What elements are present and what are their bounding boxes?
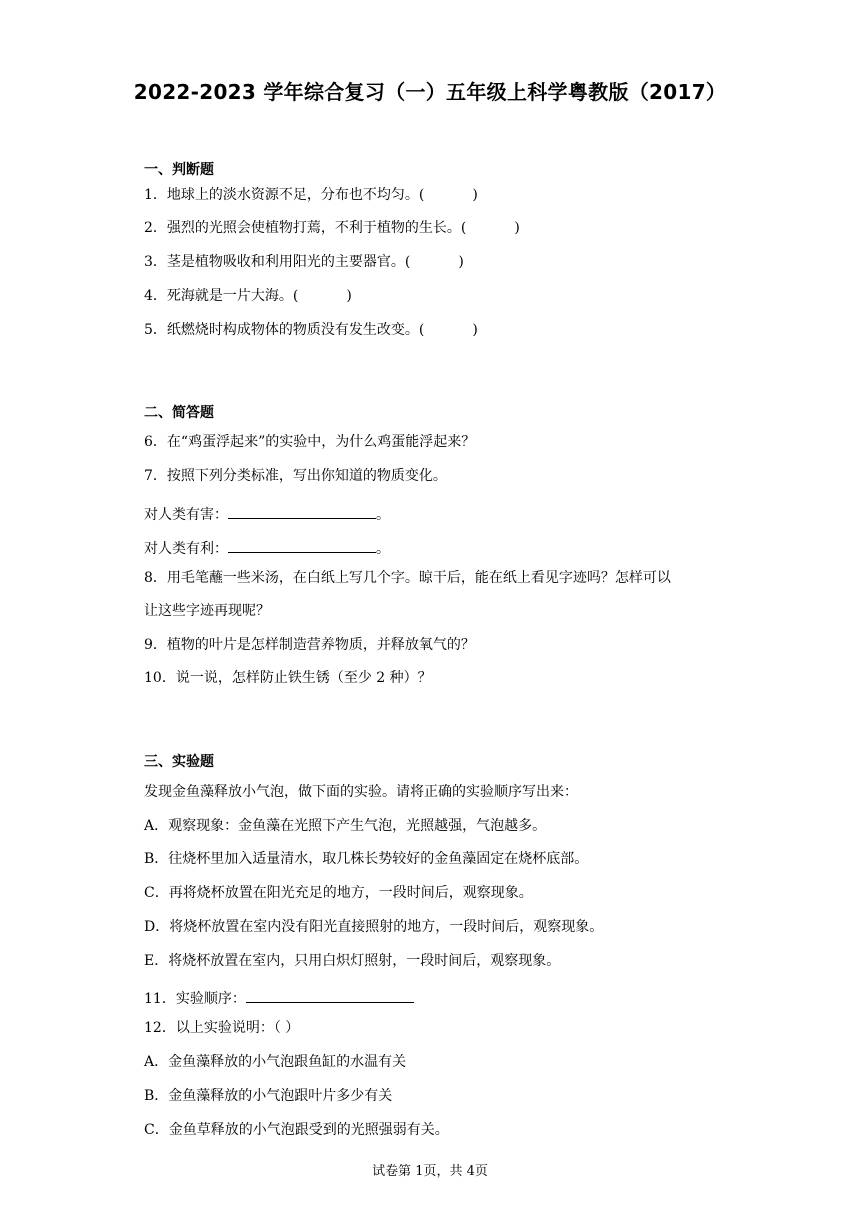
section-title-experiment: 三、实验题 bbox=[144, 754, 214, 770]
question-7-harmful-label: 对人类有害： bbox=[144, 507, 228, 523]
question-1 bbox=[144, 188, 478, 202]
answer-blank-beneficial[interactable] bbox=[228, 538, 376, 553]
answer-blank-harmful[interactable] bbox=[228, 504, 376, 519]
question-7-beneficial-period: 。 bbox=[376, 541, 390, 557]
experiment-step-e: E．将烧杯放置在室内，只用白炽灯照射，一段时间后，观察现象。 bbox=[144, 953, 561, 969]
experiment-step-b: B．往烧杯里加入适量清水，取几株长势较好的金鱼藻固定在烧杯底部。 bbox=[144, 851, 589, 867]
experiment-step-c: C．再将烧杯放置在阳光充足的地方，一段时间后，观察现象。 bbox=[144, 885, 533, 901]
option-b[interactable]: B．金鱼藻释放的小气泡跟叶片多少有关 bbox=[144, 1088, 393, 1104]
question-8-line-1: 8．用毛笔蘸一些米汤，在白纸上写几个字。晾干后，能在纸上看见字迹吗？怎样可以 bbox=[144, 570, 671, 586]
question-1-text: 1．地球上的淡水资源不足，分布也不均匀。( bbox=[144, 187, 425, 203]
section-title-judgement: 一、判断题 bbox=[144, 162, 214, 178]
question-10: 10．说一说，怎样防止铁生锈（至少 2 种）？ bbox=[144, 670, 432, 686]
question-4-close: ) bbox=[346, 288, 352, 304]
experiment-intro: 发现金鱼藻释放小气泡，做下面的实验。请将正确的实验顺序写出来： bbox=[144, 784, 578, 800]
question-11 bbox=[144, 988, 414, 1006]
option-c[interactable]: C．金鱼草释放的小气泡跟受到的光照强弱有关。 bbox=[144, 1122, 449, 1138]
question-3-text: 3．茎是植物吸收和利用阳光的主要器官。( bbox=[144, 254, 411, 270]
question-11-label: 11．实验顺序： bbox=[144, 991, 246, 1007]
option-a[interactable]: A．金鱼藻释放的小气泡跟鱼缸的水温有关 bbox=[144, 1054, 407, 1070]
question-7: 7．按照下列分类标准，写出你知道的物质变化。 bbox=[144, 468, 447, 484]
question-7-harmful bbox=[144, 504, 390, 522]
question-2 bbox=[144, 221, 520, 235]
question-5 bbox=[144, 323, 478, 337]
question-7-beneficial-label: 对人类有利： bbox=[144, 541, 228, 557]
question-2-close: ) bbox=[514, 220, 520, 236]
answer-blank-order[interactable] bbox=[246, 988, 414, 1003]
question-3-close: ) bbox=[458, 254, 464, 270]
question-12: 12．以上实验说明：（ ） bbox=[144, 1020, 300, 1036]
question-5-text: 5．纸燃烧时构成物体的物质没有发生改变。( bbox=[144, 322, 425, 338]
question-2-text: 2．强烈的光照会使植物打蔫，不利于植物的生长。( bbox=[144, 220, 467, 236]
question-8-line-2: 让这些字迹再现呢？ bbox=[144, 603, 270, 619]
page-title: 2022-2023 学年综合复习（一）五年级上科学粤教版（2017） bbox=[133, 80, 727, 104]
question-7-beneficial bbox=[144, 538, 390, 556]
question-9: 9．植物的叶片是怎样制造营养物质，并释放氧气的？ bbox=[144, 637, 475, 653]
question-1-close: ) bbox=[472, 187, 478, 203]
question-4-text: 4．死海就是一片大海。( bbox=[144, 288, 299, 304]
page-footer: 试卷第 1页，共 4页 bbox=[372, 1164, 488, 1179]
question-3 bbox=[144, 255, 464, 269]
experiment-step-d: D．将烧杯放置在室内没有阳光直接照射的地方，一段时间后，观察现象。 bbox=[144, 919, 604, 935]
section-title-short-answer: 二、简答题 bbox=[144, 405, 214, 421]
question-6: 6．在“鸡蛋浮起来”的实验中，为什么鸡蛋能浮起来？ bbox=[144, 434, 476, 450]
experiment-step-a: A．观察现象：金鱼藻在光照下产生气泡，光照越强，气泡越多。 bbox=[144, 818, 547, 834]
question-4 bbox=[144, 289, 352, 303]
question-7-harmful-period: 。 bbox=[376, 507, 390, 523]
question-5-close: ) bbox=[472, 322, 478, 338]
